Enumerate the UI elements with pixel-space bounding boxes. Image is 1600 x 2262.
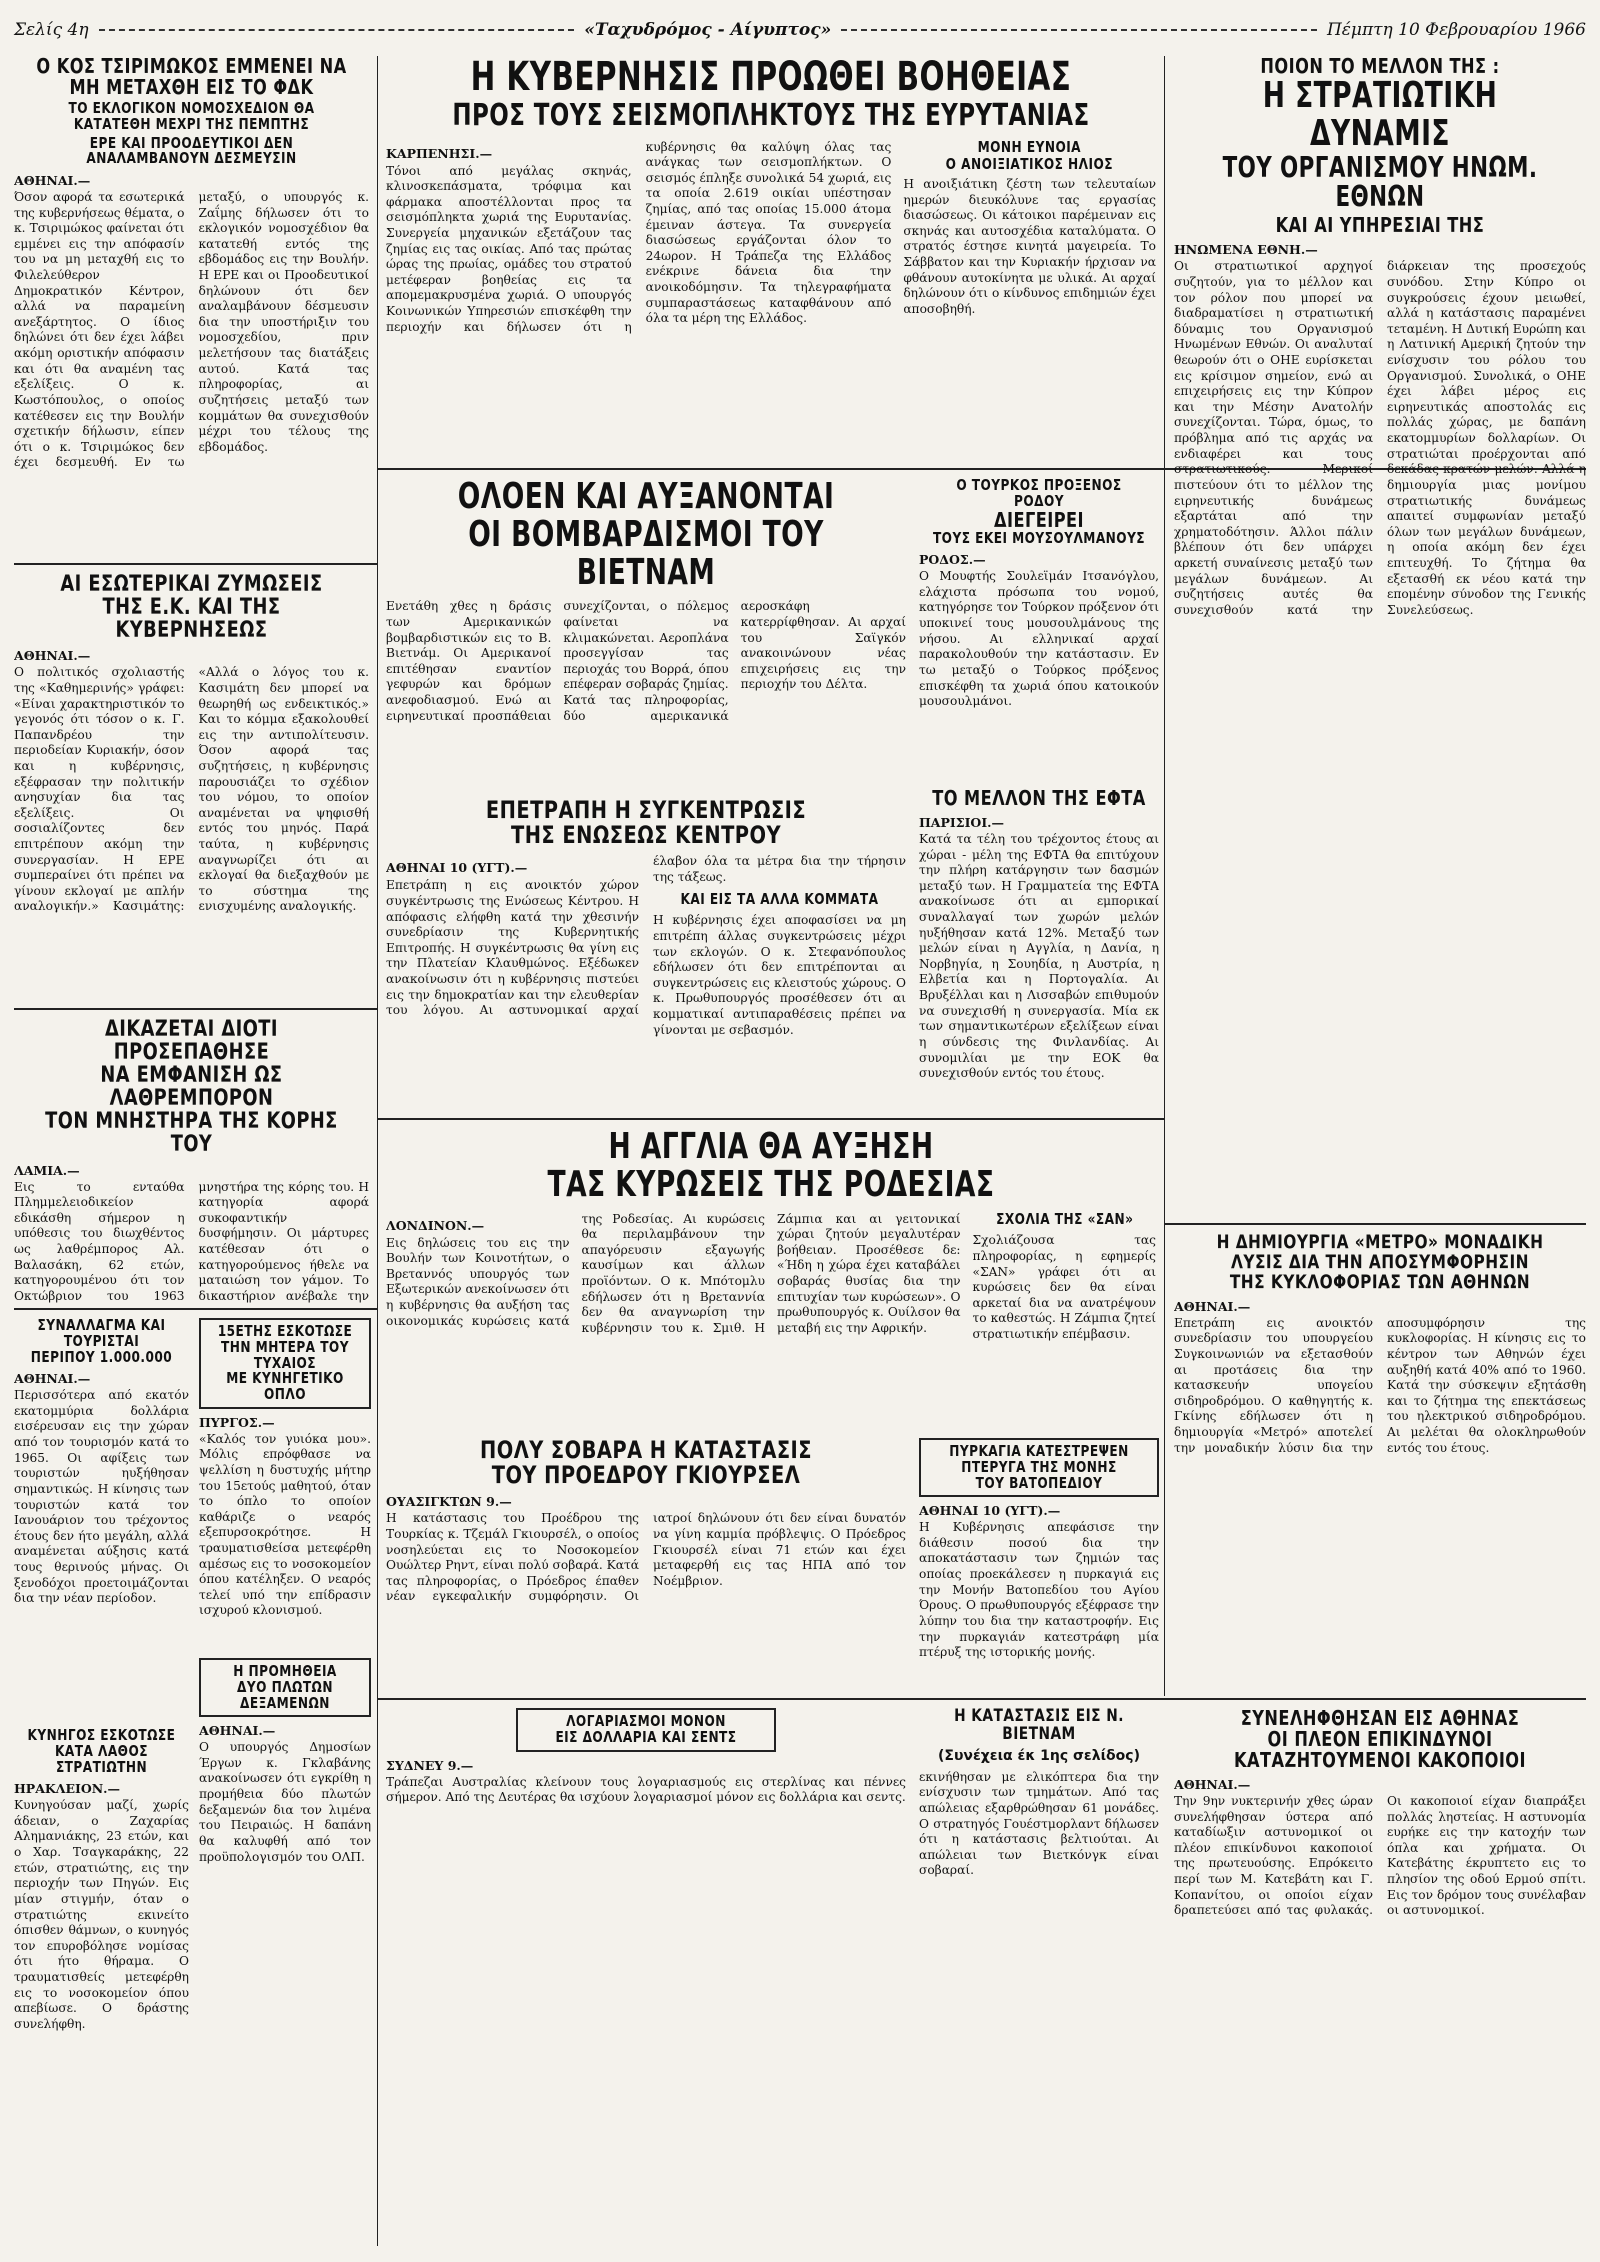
dateline: ΚΑΡΠΕΝΗΣΙ.— bbox=[386, 145, 493, 161]
paper-name: «Ταχυδρόμος - Αίγυπτος» bbox=[584, 20, 832, 40]
article-body: Όσον αφορά τα εσωτερικά της κυβερνήσεως θέματα, ο κ. Τσιριμώκος φαίνεται ότι εμμένει εις την απόφασίν του να μη μεταχθή εις το Φιλελεύθερον Δημοκρατικόν Κέντρον, αλλά να παραμείνη ανεξάρτητος. Ο ίδιος δηλώνει ότι δεν έχει λάβει ακόμη οριστικήν απόφασιν και ότι θα αναμένη τας εξελίξεις. Ο κ. Κωστόπουλος, ο οποίος κατέθεσεν εις την Βουλήν σχετικήν δήλωσιν, είπεν ότι ο κ. Τσιριμώκος δεν έχει δεσμευθή. Εν τω μεταξύ, ο υπουργός κ. Ζαΐμης δήλωσεν ότι το εκλογικόν νομοσχέδιον θα κατατεθή εντός της εβδομάδος εις την Βουλήν. Η ΕΡΕ και οι Προοδευτικοί δηλώνουν ότι δεν αναλαμβάνουν δέσμευσιν δια την υποστήριξιν του νομοσχεδίου, πριν μελετήσουν τας διατάξεις αυτού. Κατά τας πληροφορίας, αι συζητήσεις μεταξύ των κομμάτων θα συνεχισθούν μέχρι του τέλους της εβδομάδος. bbox=[14, 190, 369, 470]
dateline: ΠΑΡΙΣΙΟΙ.— bbox=[919, 815, 1005, 830]
headline: ΔΙΕΓΕΙΡΕΙ bbox=[993, 507, 1085, 532]
article-un-military bbox=[1174, 56, 1586, 1216]
subtitle: (Συνέχεια έκ 1ης σελίδος) bbox=[938, 1747, 1140, 1764]
article-body: Ο Μουφτής Σουλεϊμάν Ιτσανόγλου, ελάχιστα πρόσωπα του νομού, κατηγόρησε τον Τούρκον πρόξενον ότι υποκινεί τους μουσουλμάνους της νήσου. Αι ελληνικαί αρχαί παρακολουθούν την κατάστασιν. Εν τω μεταξύ ο Τούρκος πρόξενος επισκέφθη τα χωριά όπου κατοικούν μουσουλμάνοι. bbox=[919, 569, 1159, 709]
headline: Ο ΚΟΣ ΤΣΙΡΙΜΩΚΟΣ ΕΜΜΕΝΕΙ ΝΑ ΜΗ ΜΕΤΑΧΘΗ ΕΙΣ ΤΟ ΦΔΚ bbox=[36, 56, 347, 99]
article-body: Η κατάστασις του Προέδρου της Τουρκίας κ. Τζεμάλ Γκιουρσέλ, ο οποίος νοσηλεύεται εις το Νοσοκομείον Ουώλτερ Ρηντ, είναι πολύ σοβαρά. Κατά τας πληροφορίας, ο Πρόεδρος έπαθεν νέαν εγκεφαλικήν συμφόρησιν. Οι ιατροί δηλώνουν ότι δεν είναι δυνατόν να γίνη καμμία πρόβλεψις. Ο Πρόεδρος Γκιουρσέλ είναι 71 ετών και έχει μεταφερθή εις τας ΗΠΑ από τον Νοέμβριον. bbox=[386, 1511, 906, 1604]
headline: ΝΑ ΕΜΦΑΝΙΣΗ ΩΣ ΛΑΘΡΕΜΠΟΡΟΝ bbox=[100, 1063, 283, 1112]
section-rule bbox=[14, 1008, 377, 1010]
headline: ΠΤΕΡΥΓΑ ΤΗΣ ΜΟΝΗΣ bbox=[961, 1457, 1117, 1476]
headline: Ο ΤΟΥΡΚΟΣ ΠΡΟΞΕΝΟΣ ΡΟΔΟΥ bbox=[956, 478, 1122, 510]
article-body: Κατά τα τέλη του τρέχοντος έτους αι χώραι - μέλη της ΕΦΤΑ θα επιτύχουν την πλήρη κατάργησιν των δασμών μεταξύ των. Η Γραμματεία της ΕΦΤΑ ανακοίνωσε ότι αι εμπορικαί συναλλαγαί των χωρών μελών ηυξήθησαν κατά 12%. Μεταξύ των μελών είναι η Αγγλία, η Δανία, η Νορβηγία, η Σουηδία, η Αυστρία, η Ελβετία και η Πορτογαλία. Αι Βρυξέλλαι και η Λισσαβών επιθυμούν να συνεχισθή η συνεργασία. Μία εκ των σημαντικωτέρων εξελίξεων είναι η σύνδεσις της Φινλανδίας. Αι συνομιλίαι με την ΕΟΚ θα συνεχισθούν εντός του έτους. bbox=[919, 832, 1159, 1081]
article-body: Οι στρατιωτικοί αρχηγοί συζητούν, για το μέλλον και τον ρόλον που μπορεί να διαδραματίσει η στρατιωτική δύναμις του Οργανισμού Ηνωμένων Εθνών. Οι αναλυταί θεωρούν ότι ο ΟΗΕ ευρίσκεται εις κρίσιμον σημείον, ενώ αι επιχειρήσεις εις την Κύπρον και την Μέσην Ανατολήν συνεχίζονται. Τώρα, όμως, το πρόβλημα από τις αρχάς να ενδιαφέρει και τους στρατιωτικούς. Μερικοί πιστεύουν ότι το μέλλον της ειρηνευτικής δυνάμεως εξαρτάται από την χρηματοδότησιν. Άλλοι πάλιν βλέπουν ότι δεν υπάρχει αρκετή συναίνεσις μεταξύ των μεγάλων δυνάμεων. Αι συζητήσεις αυτές θα συνεχισθούν κατά την διάρκειαν της προσεχούς συνόδου. Στην Κύπρο οι συγκρούσεις έχουν μειωθεί, αλλά η κατάστασις παραμένει τεταμένη. Η Δυτική Ευρώπη και η Λατινική Αμερική ζητούν την ενίσχυσιν του ρόλου του Οργανισμού. Συνολικά, ο ΟΗΕ έχει λάβει μέρος εις ειρηνευτικάς αποστολάς εις πολλάς χώρας, με δαπάνη εκατομμυρίων δολλαρίων. Οι στρατιώται προέρχονται από δεκάδας κρατών μελών. Αλλά η δημιουργία μιας μονίμου στρατιωτικής δυνάμεως απαιτεί συμφωνίαν μεταξύ όλων των μεγάλων δυνάμεων, η οποία ακόμη δεν έχει επιτευχθή. Το ζήτημα θα εξετασθή εκ νέου κατά την επομένην σύνοδον της Γενικής Συνελεύσεως. bbox=[1174, 259, 1586, 617]
article-body: Την 9ην νυκτερινήν χθες ώραν συνελήφθησαν ύστερα από καταδίωξιν αστυνομικοί οι πλέον επικίνδυνοι κακοποιοί της πρωτευούσης. Επρόκειτο περί των Μ. Κατεβάτη και Γ. Κοπανίτου, οι οποίοι είχαν δραπετεύσει από τας φυλακάς. Οι κακοποιοί είχαν διαπράξει πολλάς ληστείας. Η αστυνομία ευρήκε εις την κατοχήν των όπλα και χρήματα. Οι Κατεβάτης έκρυπτετο εις το πλησίον της οδού Ερμού σπίτι. Εις τον δρόμον τους συνέλαβαν οι αστυνομικοί. bbox=[1174, 1794, 1586, 1918]
article-dollars-cents bbox=[386, 1708, 906, 2248]
article-monastery bbox=[919, 1438, 1159, 1688]
article-mother-kill bbox=[199, 1318, 371, 1648]
headline: ΣΥΝΑΛΛΑΓΜΑ ΚΑΙ ΤΟΥΡΙΣΤΑΙ bbox=[37, 1318, 166, 1350]
headline: ΤΟΥ ΠΡΟΕΔΡΟΥ ΓΚΙΟΥΡΣΕΛ bbox=[491, 1461, 801, 1490]
article-vietnam-bombing bbox=[386, 478, 906, 778]
article-body: Επετράπη εις ανοικτόν συνεδρίασιν του υπουργείου Συγκοινωνιών να εξετασθούν αι προτάσεις δια την κατασκευήν υπογείου σιδηροδρόμου. Ο καθηγητής κ. Γκίνης εδήλωσεν ότι η δημιουργία «Μετρό» αποτελεί την μοναδικήν λύσιν δια την αποσυμφόρησιν της κυκλοφορίας. Η κίνησις εις το κέντρον των Αθηνών έχει αυξηθή κατά 40% από το 1960. Κατά την σύσκεψιν εξητάσθη και το ζήτημα της επεκτάσεως του ηλεκτρικού σιδηροδρόμου. Αι μελέται θα ολοκληρωθούν εντός του έτους. bbox=[1174, 1315, 1586, 1455]
headline: ΚΑΤΑ ΛΑΘΟΣ ΣΤΡΑΤΙΩΤΗΝ bbox=[55, 1741, 148, 1776]
body-text: Η κυβέρνησις έχει αποφασίσει να μη επιτρέπη άλλας συγκεντρώσεις μέχρι των εκλογών. Ο κ. Στεφανόπουλος εδήλωσεν ότι δεν επιτρέπονται αι συγκεντρώσεις εις κλειστούς χώρους. Ο κ. Πρωθυπουργός προσέθεσεν ότι αι κομματικαί αντιπαραθέσεις πρέπει να γίνονται με σεβασμόν. bbox=[653, 913, 906, 1037]
headline: ΤΟΥ ΒΑΤΟΠΕΔΙΟΥ bbox=[975, 1473, 1103, 1492]
article-tsirimokos bbox=[14, 56, 369, 556]
body-text: Εις δηλώσεις του εις την Βουλήν των Κοινοτήτων, ο Βρεταννός υπουργός των Εξωτερικών ανεκοίνωσεν ότι η κυβέρνησις θα αυξήση τας οικονομικάς κυρώσεις κατά της Ροδεσίας. Αι κυρώσεις θα περιλαμβάνουν την απαγόρευσιν εξαγωγής καυσίμων και άλλων προϊόντων. Ο κ. Μπότομλυ εδήλωσεν ότι η Βρεταννία δεν θα αναγνωρίση την κυβέρνησιν του κ. Σμιθ. Η Ζάμπια και αι γειτονικαί χώραι ζητούν μεγαλυτέραν βοήθειαν. Προσέθεσε δε: «Ήδη η χώρα έχει καταβάλει σοβαράς θυσίας δια την επιτυχίαν των κυρώσεων». Ο πρωθυπουργός κ. Ουίλσον θα μεταβή εις την Αφρικήν. bbox=[386, 1211, 961, 1335]
dateline: ΛΟΝΔΙΝΟΝ.— bbox=[386, 1217, 485, 1233]
headline: ΚΑΙ ΑΙ ΥΠΗΡΕΣΙΑΙ ΤΗΣ bbox=[1275, 213, 1485, 238]
sidebar-box bbox=[903, 137, 1156, 450]
headline: 15ΕΤΗΣ ΕΣΚΟΤΩΣΕ bbox=[217, 1322, 353, 1340]
dateline: ΑΘΗΝΑΙ.— bbox=[1174, 1298, 1251, 1314]
headline: ΚΑΤΑΖΗΤΟΥΜΕΝΟΙ ΚΑΚΟΠΟΙΟΙ bbox=[1234, 1748, 1526, 1772]
article-body: Ενετάθη χθες η δράσις των Αμερικανικών βομβαρδιστικών εις το Β. Βιετνάμ. Οι Αμερικανοί επιτέθησαν εναντίον γεφυρών και δρόμων ανεφοδιασμού. Ενώ αι ειρηνευτικαί προσπάθειαι συνεχίζονται, ο πόλεμος φαίνεται να κλιμακώνεται. Αεροπλάνα προσεγγίσαν τας περιοχάς του Βορρά, όπου επέφεραν σοβαράς ζημίας. Κατά τας πληροφορίας, δύο αμερικανικά αεροσκάφη κατερρίφθησαν. Αι αρχαί του Σαϊγκόν ανακοινώνουν νέας επιχειρήσεις εις την περιοχήν του Δέλτα. bbox=[386, 599, 906, 723]
headline: ΛΟΓΑΡΙΑΣΜΟΙ ΜΟΝΟΝ bbox=[566, 1712, 726, 1730]
headline: ΔΙΚΑΖΕΤΑΙ ΔΙΟΤΙ ΠΡΟΣΕΠΑΘΗΣΕ bbox=[105, 1018, 278, 1066]
headline: ΠΟΙΟΝ ΤΟ ΜΕΛΛΟΝ ΤΗΣ : bbox=[1260, 56, 1500, 78]
page-label: Σελίς 4η bbox=[14, 20, 89, 40]
article-turk-consul bbox=[919, 478, 1159, 778]
subhead: ΜΟΝΗ ΕΥΝΟΙΑ bbox=[977, 137, 1082, 156]
headline: ΕΡΕ ΚΑΙ ΠΡΟΟΔΕΥΤΙΚΟΙ ΔΕΝ ΑΝΑΛΑΜΒΑΝΟΥΝ ΔΕΣΜΕΥΣΙΝ bbox=[86, 133, 297, 168]
headline: Η ΔΗΜΙΟΥΡΓΙΑ «ΜΕΤΡΟ» ΜΟΝΑΔΙΚΗ bbox=[1216, 1233, 1544, 1253]
headline: ΚΥΝΗΓΟΣ ΕΣΚΟΤΩΣΕ bbox=[27, 1728, 176, 1744]
article-gursel bbox=[386, 1438, 906, 1693]
headline: ΤΗΣ ΕΝΩΣΕΩΣ ΚΕΝΤΡΟΥ bbox=[511, 821, 781, 850]
article-body: «Καλός τον γυιόκα μου». Μόλις επρόφθασε να ψελλίση η δυστυχής μήτηρ του 15ετούς μαθητού, όταν το όπλο το οποίον καθάριζε ο νεαρός εξεπυρσοκρότησε. Η τραυματισθείσα μετεφέρθη αμέσως εις το νοσοκομείον όπου κατέληξεν. Ο νεαρός τελεί υπό την επίδρασιν ισχυρού κλονισμού. bbox=[199, 1431, 371, 1618]
headline: ΠΟΛΥ ΣΟΒΑΡΑ Η ΚΑΤΑΣΤΑΣΙΣ bbox=[480, 1438, 812, 1464]
dateline: ΑΘΗΝΑΙ.— bbox=[199, 1723, 276, 1739]
dateline: ΗΝΩΜΕΝΑ ΕΘΝΗ.— bbox=[1174, 242, 1318, 258]
dateline: ΑΘΗΝΑΙ.— bbox=[1174, 1777, 1251, 1792]
article-body bbox=[386, 854, 906, 1094]
headline: ΔΥΟ ΠΛΩΤΩΝ ΔΕΞΑΜΕΝΩΝ bbox=[237, 1677, 333, 1712]
subhead: ΚΑΙ ΕΙΣ ΤΑ ΑΛΛΑ ΚΟΜΜΑΤΑ bbox=[680, 889, 879, 908]
article-defamation bbox=[14, 1018, 369, 1303]
subhead: Ο ΑΝΟΙΞΙΑΤΙΚΟΣ ΗΛΙΟΣ bbox=[945, 155, 1114, 174]
dateline: ΠΥΡΓΟΣ.— bbox=[199, 1414, 275, 1430]
headline: ΣΥΝΕΛΗΦΘΗΣΑΝ ΕΙΣ ΑΘΗΝΑΣ bbox=[1240, 1708, 1520, 1730]
dateline: ΑΘΗΝΑΙ.— bbox=[14, 173, 91, 188]
dateline: ΑΘΗΝΑΙ.— bbox=[14, 1371, 91, 1387]
headline: ΤΟ ΕΚΛΟΓΙΚΟΝ ΝΟΜΟΣΧΕΔΙΟΝ ΘΑ ΚΑΤΑΤΕΘΗ ΜΕΧΡΙ ΤΗΣ ΠΕΜΠΤΗΣ bbox=[68, 99, 315, 133]
issue-date: Πέμπτη 10 Φεβρουαρίου 1966 bbox=[1326, 20, 1586, 40]
article-vietnam-situation bbox=[919, 1708, 1159, 2248]
headline: ΟΛΟΕΝ ΚΑΙ ΑΥΞΑΝΟΝΤΑΙ bbox=[457, 478, 835, 517]
masthead bbox=[14, 8, 1586, 52]
article-body bbox=[386, 1209, 1156, 1407]
article-metro bbox=[1174, 1233, 1586, 1693]
headline: ΤΟ ΜΕΛΛΟΝ ΤΗΣ ΕΦΤΑ bbox=[932, 788, 1146, 810]
article-criminals bbox=[1174, 1708, 1586, 2248]
article-center-union bbox=[386, 798, 906, 1108]
section-rule bbox=[14, 1308, 377, 1310]
section-rule bbox=[377, 1698, 1586, 1700]
headline: ΛΥΣΙΣ ΔΙΑ ΤΗΝ ΑΠΟΣΥΜΦΟΡΗΣΙΝ bbox=[1230, 1250, 1530, 1273]
article-ek-internal bbox=[14, 573, 369, 1003]
column-rule bbox=[377, 56, 378, 2246]
dateline: ΡΟΔΟΣ.— bbox=[919, 552, 986, 568]
article-body: Κυνηγούσαν μαζί, χωρίς άδειαν, ο Ζαχαρίας Αλημανιάκης, 23 ετών, και ο Χαρ. Τσαγκαράκης, 22 ετών, στρατιώτης, εις την περιοχήν των Πηγών. Εις μίαν στιγμήν, όταν ο στρατιώτης εκινείτο όπισθεν θάμνων, ο κυνηγός τον επυροβόλησε νομίσας ότι ήτο θήραμα. Ο τραυματισθείς μετεφέρθη εις το νοσοκομείον όπου απεβίωσε. Ο δράστης συνελήφθη. bbox=[14, 1798, 189, 2031]
dateline: ΑΘΗΝΑΙ.— bbox=[14, 648, 91, 664]
headline: ΠΥΡΚΑΓΙΑ ΚΑΤΕΣΤΡΕΨΕΝ bbox=[949, 1442, 1129, 1460]
article-body: Ο υπουργός Δημοσίων Έργων κ. Γκλαβάνης ανακοίνωσεν ότι εγκρίθη η προμήθεια δύο πλωτών δεξαμενών δια τον λιμένα του Πειραιώς. Η δαπάνη θα καλυφθή από τον προϋπολογισμόν του ΟΛΠ. bbox=[199, 1740, 371, 1864]
headline: ΜΕ ΚΥΝΗΓΕΤΙΚΟ ΟΠΛΟ bbox=[226, 1369, 344, 1403]
article-body: Περισσότερα από εκατόν εκατομμύρια δολλάρια εισέρευσαν εις την χώραν από τον τουρισμόν κατά το 1965. Οι αφίξεις των τουριστών ηυξήθησαν σημαντικώς. Η κίνησις των τουριστών κατά τον Ιανουάριον του τρέχοντος έτους δεν ήτο μεγάλη, αλλά αναμένεται αύξησις κατά τους θερινούς μήνας. Οι ξενοδόχοι προετοιμάζονται δια την νέαν περίοδον. bbox=[14, 1388, 189, 1606]
headline: ΠΕΡΙΠΟΥ 1.000.000 bbox=[30, 1347, 173, 1366]
article-rhodesia bbox=[386, 1128, 1156, 1428]
headline: Η ΣΤΡΑΤΙΩΤΙΚΗ ΔΥΝΑΜΙΣ bbox=[1262, 75, 1498, 154]
headline: ΤΗΣ ΚΥΚΛΟΦΟΡΙΑΣ ΤΩΝ ΑΘΗΝΩΝ bbox=[1229, 1270, 1531, 1293]
headline: ΟΙ ΠΛΕΟΝ ΕΠΙΚΙΝΔΥΝΟΙ bbox=[1267, 1727, 1493, 1751]
section-rule bbox=[377, 1118, 1164, 1120]
article-body bbox=[386, 140, 891, 450]
subhead: ΣΧΟΛΙΑ ΤΗΣ «ΣΑΝ» bbox=[995, 1209, 1133, 1228]
article-body: Εις το ενταύθα Πλημμελειοδικείον εδικάσθη σήμερον η υπόθεσις του διωχθέντος ως λαθρέμπορος Αλ. Βαλασάκη, 62 ετών, κατηγορουμένου ότι τον Οκτώβριον του 1963 μνηστήρα της κόρης του. Η κατηγορία αφορά συκοφαντικήν δυσφήμησιν. Οι μάρτυρες κατέθεσαν ότι ο κατηγορούμενος ήθελε να ματαιώση τον γάμον. Το δικαστήριον ανέβαλε την bbox=[14, 1179, 369, 1303]
article-tourism bbox=[14, 1318, 189, 1718]
article-efta bbox=[919, 788, 1159, 1108]
masthead-rule-left bbox=[99, 29, 575, 31]
article-body: Η Κυβέρνησις απεφάσισε την διάθεσιν ποσού δια την αποκατάστασιν των ζημιών τας οποίας προεκάλεσεν η πυρκαγιά εις την Μονήν Βατοπεδίου του Αγίου Όρους. Ο πρωθυπουργός εξέφρασε την λύπην του δια την καταστροφήν. Εις την πυρκαγιάν κατεστράφη μία πτέρυξ της ιστορικής μονής. bbox=[919, 1520, 1159, 1660]
dateline: ΑΘΗΝΑΙ 10 (ΥΓΤ).— bbox=[386, 860, 528, 876]
headline: ΕΙΣ ΔΟΛΛΑΡΙΑ ΚΑΙ ΣΕΝΤΣ bbox=[555, 1727, 737, 1746]
headline: ΤΟΥ ΟΡΓΑΝΙΣΜΟΥ ΗΝΩΜ. ΕΘΝΩΝ bbox=[1222, 150, 1538, 213]
dateline: ΗΡΑΚΛΕΙΟΝ.— bbox=[14, 1781, 121, 1797]
article-body: εκινήθησαν με ελικόπτερα δια την ενίσχυσιν των τμημάτων. Από τας απώλειας εξαρθρώθησαν 61 μονάδες. Ο στρατηγός Γουέστμορλαντ δήλωσεν ότι η κατάστασις βελτιούται. Αι απώλειαι των Βιετκόνγκ είναι σοβαραί. bbox=[919, 1769, 1159, 1878]
newspaper-page bbox=[14, 8, 1586, 2254]
article-reservoirs bbox=[199, 1658, 371, 2248]
dateline: ΟΥΑΣΙΓΚΤΩΝ 9.— bbox=[386, 1494, 512, 1510]
headline: ΤΑΣ ΚΥΡΩΣΕΙΣ ΤΗΣ ΡΟΔΕΣΙΑΣ bbox=[547, 1163, 995, 1205]
article-hunter bbox=[14, 1728, 189, 2248]
headline: ΠΡΟΣ ΤΟΥΣ ΣΕΙΣΜΟΠΛΗΚΤΟΥΣ ΤΗΣ ΕΥΡΥΤΑΝΙΑΣ bbox=[452, 98, 1090, 133]
headline: Η ΚΑΤΑΣΤΑΣΙΣ ΕΙΣ Ν. ΒΙΕΤΝΑΜ bbox=[954, 1708, 1124, 1744]
body-text: Η ανοιξιάτικη ζέστη των τελευταίων ημερών διευκόλυνε τας εργασίας διασώσεως. Οι κάτοικοι παρέμειναν εις σκηνάς και αυτοσχέδια καταλύματα. Ο στρατός έστησε κινητά μαγειρεία. Το Σάββατον και την Κυριακήν ήρχισαν να φθάνουν αυτοκίνητα με υλικά. Αι αρχαί δηλώνουν ότι ο κίνδυνος επιδημιών έχει αποσοβηθή. bbox=[903, 177, 1156, 316]
article-body: Τράπεζαι Αυστραλίας κλείνουν τους λογαριασμούς εις στερλίνας και πέννες σήμερον. Από της Δευτέρας θα ισχύουν λογαριασμοί μόνον εις δολλάρια και σεντς. bbox=[386, 1774, 906, 1805]
headline: Η ΚΥΒΕΡΝΗΣΙΣ ΠΡΟΩΘΕΙ ΒΟΗΘΕΙΑΣ bbox=[470, 56, 1072, 100]
headline: Η ΑΓΓΛΙΑ ΘΑ ΑΥΞΗΣΗ bbox=[608, 1128, 934, 1167]
dateline: ΣΥΔΝΕΥ 9.— bbox=[386, 1757, 474, 1773]
headline: ΟΙ ΒΟΜΒΑΡΔΙΣΜΟΙ ΤΟΥ ΒΙΕΤΝΑΜ bbox=[468, 513, 824, 593]
headline: ΤΗΣ Ε.Κ. ΚΑΙ ΤΗΣ ΚΥΒΕΡΝΗΣΕΩΣ bbox=[102, 595, 281, 644]
column-rule bbox=[1164, 56, 1165, 1696]
article-body: Ο πολιτικός σχολιαστής της «Καθημερινής» γράφει: «Είναι χαρακτηριστικόν το γεγονός ότι τόσον ο κ. Γ. Παπανδρέου την περιοδείαν Κυριακήν, όσον και η κυβέρνησις, εξέφρασαν την πολιτικήν ανησυχίαν δια τας εξελίξεις. Οι σοσιαλίζοντες δεν επιτρέπουν ακόμη την συνεργασίαν. Η ΕΡΕ συμπεραίνει ότι πρέπει να γίνουν εκλογαί με απλήν αναλογικήν.» Κασιμάτης: «Αλλά ο λόγος του κ. Κασιμάτη δεν μπορεί να θεωρηθή ως ενδεικτικός.» Και το κόμμα εξακολουθεί εις την αντιπολίτευσιν. Όσον αφορά τας συζητήσεις, η κυβέρνησις παρουσιάζει το σχέδιον του νόμου, το οποίον αναμένεται να ψηφισθή εντός του μηνός. Παρά ταύτα, η κυβέρνησις αναγνωρίζει ότι αι εκλογαί θα διεξαχθούν με το σύστημα της ενισχυμένης αναλογικής. bbox=[14, 665, 369, 914]
headline: ΤΟΥΣ ΕΚΕΙ ΜΟΥΣΟΥΛΜΑΝΟΥΣ bbox=[932, 528, 1146, 547]
section-rule bbox=[14, 563, 377, 565]
dateline: ΑΘΗΝΑΙ 10 (ΥΓΤ).— bbox=[919, 1503, 1061, 1519]
article-eurytania bbox=[386, 56, 1156, 461]
headline: ΤΟΝ ΜΝΗΣΤΗΡΑ ΤΗΣ ΚΟΡΗΣ ΤΟΥ bbox=[45, 1109, 338, 1158]
section-rule bbox=[1164, 1223, 1586, 1225]
headline: ΤΗΝ ΜΗΤΕΡΑ ΤΟΥ ΤΥΧΑΙΟΣ bbox=[221, 1337, 349, 1372]
headline: ΕΠΕΤΡΑΠΗ Η ΣΥΓΚΕΝΤΡΩΣΙΣ bbox=[485, 798, 807, 824]
headline: Η ΠΡΟΜΗΘΕΙΑ bbox=[233, 1662, 337, 1680]
body-text: Σχολιάζουσα τας πληροφορίας, η εφημερίς «ΣΑΝ» γράφει ότι αι κυρώσεις δεν θα είναι αρκεταί δια να ανατρέψουν το καθεστώς. Η Ζάμπια ζητεί στρατιωτικήν επέμβασιν. bbox=[972, 1233, 1156, 1341]
body-text: Τόνοι από μεγάλας σκηνάς, κλινοσκεπάσματα, τρόφιμα και φάρμακα αποστέλλονται προς τα σεισμόπληκτα χωριά της Ευρυτανίας. Συνεργεία μηχανικών εξετάζουν τας ζημίας εις τας οικίας. Από τας πρώτας ώρας της πρωίας, ομάδες του στρατού μετέφεραν βοηθείας εις τα απομεμακρυσμένα χωριά. Ο υπουργός Κοινωνικών Υπηρεσιών επισκέφθη την περιοχήν και δήλωσεν ότι η κυβέρνησις θα καλύψη όλας τας ανάγκας των σεισμοπλήκτων. Ο σεισμός έπληξε συνολικά 54 χωριά, εις τα οποία 2.619 οικίαι υπέστησαν ζημίας, από τας οποίας 15.000 άτομα έμειναν άστεγα. Τα συνεργεία διασώσεως εργάζονται όλον το 24ωρον. Η Τράπεζα της Ελλάδος ενέκρινε δάνεια δια την ανοικοδόμησιν. Τα τηλεγραφήματα συμπαραστάσεως καταφθάνουν από όλα τα μέρη της Ελλάδος. bbox=[386, 139, 892, 334]
headline: ΑΙ ΕΣΩΤΕΡΙΚΑΙ ΖΥΜΩΣΕΙΣ bbox=[60, 573, 323, 597]
masthead-rule-right bbox=[841, 29, 1317, 31]
body-text: Επετράπη η εις ανοικτόν χώρον συγκέντρωσις της Ενώσεως Κέντρου. Η απόφασις ελήφθη κατά την χθεσινήν συνεδρίασιν της Κυβερνητικής Επιτροπής. Η συγκέντρωσις θα γίνη εις την Πλατείαν Κλαυθμώνος. Εξέδωκεν ανακοίνωσιν ότι η κυβέρνησις πιστεύει εις την δημοκρατίαν και την ελευθερίαν του λόγου. Αι αστυνομικαί αρχαί έλαβον όλα τα μέτρα δια την τήρησιν της τάξεως. bbox=[386, 854, 906, 1018]
dateline: ΛΑΜΙΑ.— bbox=[14, 1162, 80, 1178]
